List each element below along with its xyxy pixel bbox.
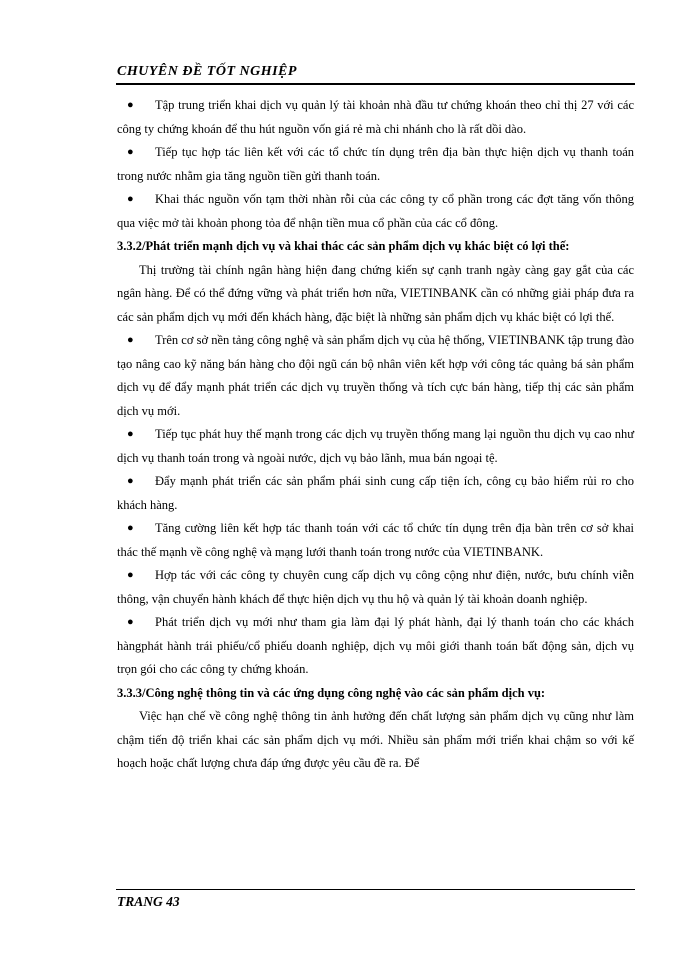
section-intro-paragraph: Thị trường tài chính ngân hàng hiện đang chứng kiến sự cạnh tranh ngày càng gay gắt của các ngân hàng. Để có thể đứng vững và phát triển hơn nữa, VIETINBANK cần có những giải pháp đưa ra các sản phẩm dịch vụ mới đến khách hàng, đặc biệt là những sản phẩm dịch vụ khác biệt có lợi thế. bbox=[117, 262, 634, 324]
bullet-icon: ● bbox=[127, 193, 134, 205]
bullet-item bbox=[117, 188, 634, 235]
bullet-icon: ● bbox=[127, 99, 134, 111]
bullet-text: Tăng cường liên kết hợp tác thanh toán với các tổ chức tín dụng trên địa bàn trên cơ sở khai thác thế mạnh về công nghệ và mạng lưới thanh toán trong nước của VIETINBANK. bbox=[117, 521, 634, 559]
bullet-text: Tập trung triển khai dịch vụ quản lý tài khoản nhà đầu tư chứng khoán theo chỉ thị 27 với các công ty chứng khoán để thu hút nguồn vốn giá rẻ mà chi nhánh cho là rất dồi dào. bbox=[117, 98, 634, 136]
bullet-text: Đẩy mạnh phát triển các sản phẩm phái sinh cung cấp tiện ích, công cụ bảo hiểm rủi ro cho khách hàng. bbox=[117, 474, 634, 512]
bullet-text: Phát triển dịch vụ mới như tham gia làm đại lý phát hành, đại lý thanh toán cho các khách hàngphát hành trái phiếu/cổ phiếu doanh nghiệp, dịch vụ môi giới thanh toán bất động sản, dịch vụ trọn gói cho các công ty chứng khoán. bbox=[117, 615, 634, 676]
bullet-icon: ● bbox=[127, 569, 134, 581]
page-number-label: TRANG 43 bbox=[117, 894, 180, 909]
bullet-text: Khai thác nguồn vốn tạm thời nhàn rỗi của các công ty cổ phần trong các đợt tăng vốn thông qua việc mở tài khoản phong tỏa để nhận tiền mua cổ phần của các cổ đông. bbox=[117, 192, 634, 230]
bullet-item bbox=[117, 141, 634, 188]
section-intro-paragraph: Việc hạn chế về công nghệ thông tin ảnh hưởng đến chất lượng sản phẩm dịch vụ cũng như làm chậm tiến độ triển khai các sản phẩm dịch vụ mới. Nhiều sản phẩm mới triển khai chậm so với kế hoạch hoặc chất lượng chưa đáp ứng được yêu cầu đề ra. Để bbox=[117, 709, 634, 770]
bullet-text: Trên cơ sở nền tảng công nghệ và sản phẩm dịch vụ của hệ thống, VIETINBANK tập trung đào tạo nâng cao kỹ năng bán hàng cho đội ngũ cán bộ nhân viên kết hợp với công tác quảng bá sản phẩm dịch vụ để đẩy mạnh phát triển các dịch vụ truyền thống và tích cực bán hàng, tiếp thị các sản phẩm dịch vụ mới. bbox=[117, 333, 634, 418]
section-heading-3-3-3: 3.3.3/Công nghệ thông tin và các ứng dụng công nghệ vào các sản phẩm dịch vụ: bbox=[117, 685, 546, 700]
bullet-text: Hợp tác với các công ty chuyên cung cấp dịch vụ công cộng như điện, nước, bưu chính viễn thông, vận chuyển hành khách để thực hiện dịch vụ thu hộ và quản lý tài khoản doanh nghiệp. bbox=[117, 568, 634, 606]
bullet-icon: ● bbox=[127, 522, 134, 534]
section-heading-3-3-2: 3.3.2/Phát triển mạnh dịch vụ và khai thác các sản phẩm dịch vụ khác biệt có lợi thế: bbox=[117, 239, 570, 253]
bullet-icon: ● bbox=[127, 616, 134, 628]
footer-divider bbox=[116, 889, 635, 890]
document-body bbox=[117, 94, 634, 776]
header-divider bbox=[116, 83, 635, 85]
bullet-icon: ● bbox=[127, 146, 134, 158]
bullet-text: Tiếp tục phát huy thế mạnh trong các dịch vụ truyền thống mang lại nguồn thu dịch vụ cao như dịch vụ thanh toán trong và ngoài nước, dịch vụ bảo lãnh, mua bán ngoại tệ. bbox=[117, 427, 634, 465]
bullet-item bbox=[117, 564, 634, 611]
bullet-item bbox=[117, 423, 634, 470]
bullet-icon: ● bbox=[127, 334, 134, 346]
bullet-item bbox=[117, 611, 634, 682]
bullet-icon: ● bbox=[127, 475, 134, 487]
bullet-item bbox=[117, 470, 634, 517]
header-title: CHUYÊN ĐỀ TỐT NGHIỆP bbox=[117, 64, 297, 79]
bullet-item bbox=[117, 94, 634, 141]
bullet-item bbox=[117, 329, 634, 423]
bullet-item bbox=[117, 517, 634, 564]
bullet-icon: ● bbox=[127, 428, 134, 440]
bullet-text: Tiếp tục hợp tác liên kết với các tổ chức tín dụng trên địa bàn thực hiện dịch vụ thanh toán trong nước nhằm gia tăng nguồn tiền gửi thanh toán. bbox=[117, 145, 634, 183]
